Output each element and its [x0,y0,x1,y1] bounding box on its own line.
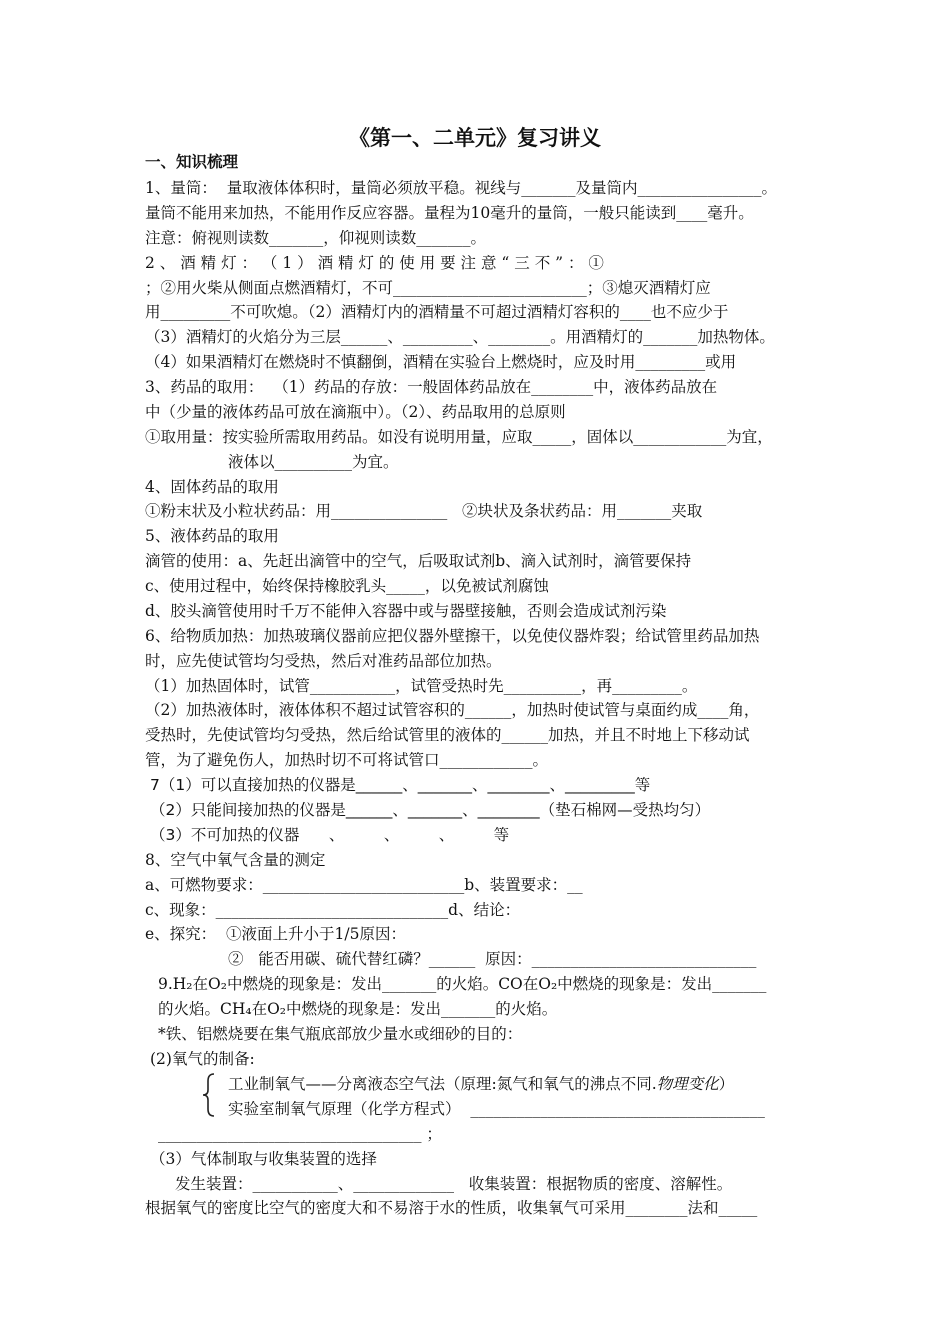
page-title: 《第一、二单元》复习讲义 [349,126,601,150]
text-segment-italic: 物理变化 [656,1075,719,1093]
text-line: （3）不可加热的仪器 、 、 、 等 [150,826,510,844]
text-line: c、现象：______________________________d、结论： [145,901,521,919]
text-line: 的火焰。CH₄在O₂中燃烧的现象是：发出_______的火焰。 [158,1000,558,1018]
text-line: （3）酒精灯的火焰分为三层______、_________、________。用酒精灯的_______加热物体。 [145,328,775,346]
brace-icon [202,1073,216,1117]
text-line: 管，为了避免伤人，加热时切不可将试管口____________。 [145,751,549,769]
text-line: a、可燃物要求：__________________________b、装置要求：__ [145,876,583,894]
text-line: 根据氧气的密度比空气的密度大和不易溶于水的性质，收集氧气可采用________法和_____ [145,1199,758,1217]
text-line: 液体以__________为宜。 [228,453,399,471]
text-line: __________________________________ ； [158,1125,442,1143]
text-line: ①取用量：按实验所需取用药品。如没有说明用量，应取_____，固体以____________为宜， [145,428,773,446]
text-line: d、胶头滴管使用时千万不能伸入容器中或与器壁接触，否则会造成试剂污染 [145,602,667,620]
text-line: （2）加热液体时，液体体积不超过试管容积的______，加热时使试管与桌面约成____角， [145,701,760,719]
text-line: 用_________不可吹熄。（2）酒精灯内的酒精量不可超过酒精灯容积的____也不应少于 [145,303,729,321]
text-line: （3）气体制取与收集装置的选择 [150,1150,377,1168]
text-segment: 工业制氧气——分离液态空气法（原理:氮气和氧气的沸点不同. [228,1075,657,1093]
text-segment: ） [718,1075,735,1093]
text-line: 发生装置：___________、_____________ 收集装置：根据物质的密度、溶解性。 [175,1175,733,1193]
text-line: (2)氧气的制备: [150,1050,255,1068]
text-line: ；②用火柴从侧面点燃酒精灯，不可_________________________；③熄灭酒精灯应 [145,279,711,297]
text-line [228,1074,734,1094]
text-line: e、探究： ①液面上升小于1/5原因： [145,925,406,943]
text-line: 4、固体药品的取用 [145,478,279,496]
text-line: 7（1）可以直接加热的仪器是______、_______、________、_________等 [150,776,651,794]
text-line: *铁、铝燃烧要在集气瓶底部放少量水或细砂的目的： [158,1025,523,1043]
text-line: （4）如果酒精灯在燃烧时不慎翻倒，酒精在实验台上燃烧时，应及时用_________或用 [145,353,737,371]
text-line: 时，应先使试管均匀受热，然后对准药品部位加热。 [145,652,502,670]
text-line: ①粉末状及小粒状药品：用_______________ ②块状及条状药品：用_______夹取 [145,502,703,520]
text-line: 1、量筒： 量取液体体积时，量筒必须放平稳。视线与_______及量筒内________________。 [145,179,777,197]
text-line: c、使用过程中，始终保持橡胶乳头_____，以免被试剂腐蚀 [145,577,549,595]
section-heading: 一、知识梳理 [145,153,239,171]
text-line: （2）只能间接加热的仪器是______、_______、________（垫石棉网—受热均匀） [150,801,711,819]
text-line: 6、给物质加热：加热玻璃仪器前应把仪器外壁擦干，以免使仪器炸裂；给试管里药品加热 [145,627,760,645]
text-line: 受热时，先使试管均匀受热，然后给试管里的液体的______加热，并且不时地上下移动试 [145,726,750,744]
text-line: 2 、 酒 精 灯 ： （ 1 ） 酒 精 灯 的 使 用 要 注 意 “ 三 不 ” ： ① [145,254,604,272]
text-line: 量筒不能用来加热，不能用作反应容器。量程为10毫升的量筒，一般只能读到____毫升。 [145,204,754,222]
text-line: 8、空气中氧气含量的测定 [145,851,326,869]
text-line: ② 能否用碳、硫代替红磷？______ 原因：_____________________________ [228,950,757,968]
text-line: 实验室制氧气原理（化学方程式） ______________________________________ [228,1100,765,1118]
text-line: （1）加热固体时，试管___________，试管受热时先__________，再_________。 [145,677,698,695]
text-line: 5、液体药品的取用 [145,527,279,545]
text-line: 中（少量的液体药品可放在滴瓶中）。（2）、药品取用的总原则 [145,403,566,421]
text-line: 9.H₂在O₂中燃烧的现象是：发出_______的火焰。CO在O₂中燃烧的现象是：发出_______ [158,975,767,993]
text-line: 滴管的使用：a、先赶出滴管中的空气，后吸取试剂b、滴入试剂时，滴管要保持 [145,552,692,570]
text-line: 3、药品的取用： （1）药品的存放：一般固体药品放在________中，液体药品放在 [145,378,718,396]
text-line: 注意：俯视则读数_______，仰视则读数_______。 [145,229,487,247]
